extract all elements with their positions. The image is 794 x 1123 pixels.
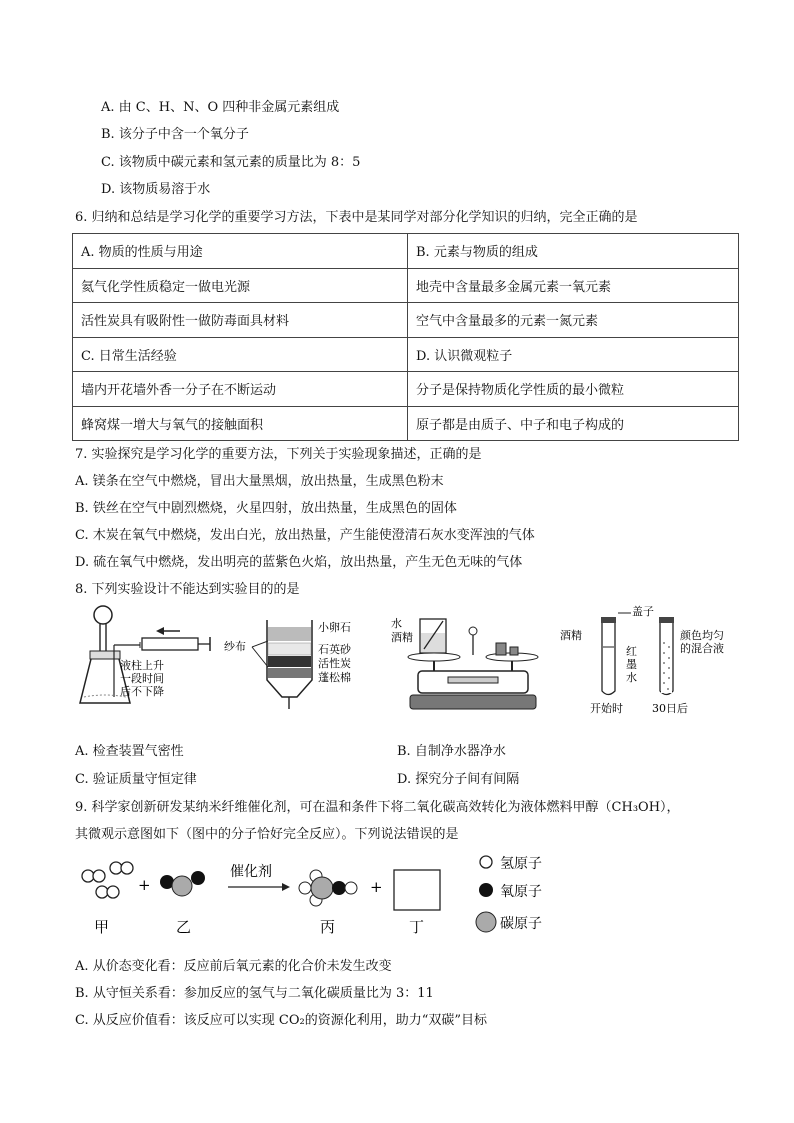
q9-stem-line1: 9. 科学家创新研发某纳米纤维催化剂，可在温和条件下将二氧化碳高效转化为液体燃料甲醇（CH₃OH），: [75, 800, 680, 815]
table-cell: 蜂窝煤一增大与氧气的接触面积: [73, 406, 408, 441]
q6-table: [72, 233, 739, 441]
table-cell: 地壳中含量最多金属元素一氧元素: [408, 268, 739, 303]
fig1-label-2: 一段时间: [120, 672, 164, 685]
table-row: [73, 303, 739, 338]
q8-option-b: B. 自制净水器净水: [397, 744, 506, 759]
fig4-mix-2: 的混合液: [680, 642, 724, 655]
label-yi: 乙: [176, 918, 192, 936]
fig2-cloth-label: 纱布: [224, 640, 246, 653]
table-row: [73, 372, 739, 407]
hydrogen-atom-icon: [480, 856, 492, 868]
reaction-diagram: [72, 848, 562, 940]
table-row: [73, 337, 739, 372]
q7-option-a: A. 镁条在空气中燃烧，冒出大量黑烟，放出热量，生成黑色粉末: [75, 474, 444, 489]
table-cell: A. 物质的性质与用途: [73, 234, 408, 269]
q9-stem-line2: 其微观示意图如下（图中的分子恰好完全反应）。下列说法错误的是: [75, 827, 459, 842]
fig2-label-c: 活性炭: [318, 657, 351, 670]
legend-carbon: 碳原子: [500, 916, 542, 932]
fig4-ink-2: 墨: [626, 658, 637, 671]
q5-option-c: C. 该物质中碳元素和氢元素的质量比为 8：5: [101, 155, 361, 170]
label-jia: 甲: [94, 918, 110, 936]
table-cell: 分子是保持物质化学性质的最小微粒: [408, 372, 739, 407]
table-cell: C. 日常生活经验: [73, 337, 408, 372]
balance-figure: [388, 605, 548, 715]
fig4-alcohol-label: 酒精: [560, 629, 582, 642]
q7-option-c: C. 木炭在氧气中燃烧，发出白光，放出热量，产生能使澄清石灰水变浑浊的气体: [75, 528, 535, 543]
q5-option-b: B. 该分子中含一个氧分子: [101, 127, 249, 142]
q5-option-a: A. 由 C、H、N、O 四种非金属元素组成: [101, 100, 340, 115]
fig3-water-label: 水: [391, 617, 402, 630]
fig2-label-b: 石英砂: [318, 643, 351, 656]
legend-hydrogen: 氢原子: [500, 856, 542, 872]
carbon-atom-icon: [476, 912, 496, 932]
table-row: [73, 406, 739, 441]
table-cell: 空气中含量最多的元素一氮元素: [408, 303, 739, 338]
plus-sign-1: +: [138, 876, 151, 894]
airtightness-apparatus-figure: [70, 605, 220, 715]
legend-oxygen: 氧原子: [500, 884, 542, 900]
q9-option-a: A. 从价态变化看：反应前后氧元素的化合价未发生改变: [75, 959, 392, 974]
table-cell: 原子都是由质子、中子和电子构成的: [408, 406, 739, 441]
q8-option-a: A. 检查装置气密性: [75, 744, 184, 759]
plus-sign-2: +: [370, 878, 383, 896]
q9-option-c: C. 从反应价值看：该反应可以实现 CO₂的资源化利用，助力“双碳”目标: [75, 1013, 487, 1028]
q6-stem: 6. 归纳和总结是学习化学的重要学习方法，下表中是某同学对部分化学知识的归纳，完全正确的是: [75, 210, 638, 225]
label-ding: 丁: [409, 918, 425, 936]
fig4-cap-label: 盖子: [632, 605, 654, 618]
fig2-label-d: 蓬松棉: [318, 671, 351, 684]
table-row: [73, 234, 739, 269]
q8-option-c: C. 验证质量守恒定律: [75, 772, 197, 787]
q9-option-b: B. 从守恒关系看：参加反应的氢气与二氧化碳质量比为 3：11: [75, 986, 434, 1001]
fig4-ink-3: 水: [626, 671, 637, 684]
table-row: [73, 268, 739, 303]
table-cell: B. 元素与物质的组成: [408, 234, 739, 269]
q7-option-b: B. 铁丝在空气中剧烈燃烧，火星四射，放出热量，生成黑色的固体: [75, 501, 457, 516]
q7-option-d: D. 硫在氧气中燃烧，发出明亮的蓝紫色火焰，放出热量，产生无色无味的气体: [75, 555, 523, 570]
label-bing: 丙: [320, 918, 336, 936]
fig1-label-3: 后不下降: [120, 685, 164, 698]
fig4-after-label: 30日后: [652, 702, 688, 715]
table-cell: 墙内开花墙外香一分子在不断运动: [73, 372, 408, 407]
q7-stem: 7. 实验探究是学习化学的重要方法，下列关于实验现象描述，正确的是: [75, 447, 482, 462]
fig4-ink-1: 红: [626, 645, 637, 658]
table-cell: 氦气化学性质稳定一做电光源: [73, 268, 408, 303]
fig1-label-1: 液柱上升: [120, 659, 164, 672]
catalyst-label: 催化剂: [230, 864, 272, 880]
q8-option-d: D. 探究分子间有间隔: [397, 772, 520, 787]
water-purifier-figure: [222, 605, 372, 715]
fig4-start-label: 开始时: [590, 702, 623, 715]
molecular-spacing-figure: [560, 605, 740, 717]
fig2-label-a: 小卵石: [318, 621, 351, 634]
oxygen-atom-icon: [479, 883, 493, 897]
table-cell: 活性炭具有吸附性一做防毒面具材料: [73, 303, 408, 338]
q8-stem: 8. 下列实验设计不能达到实验目的的是: [75, 582, 300, 597]
table-cell: D. 认识微观粒子: [408, 337, 739, 372]
fig3-alcohol-label: 酒精: [391, 631, 413, 644]
fig4-mix-1: 颜色均匀: [680, 629, 724, 642]
q5-option-d: D. 该物质易溶于水: [101, 182, 211, 197]
